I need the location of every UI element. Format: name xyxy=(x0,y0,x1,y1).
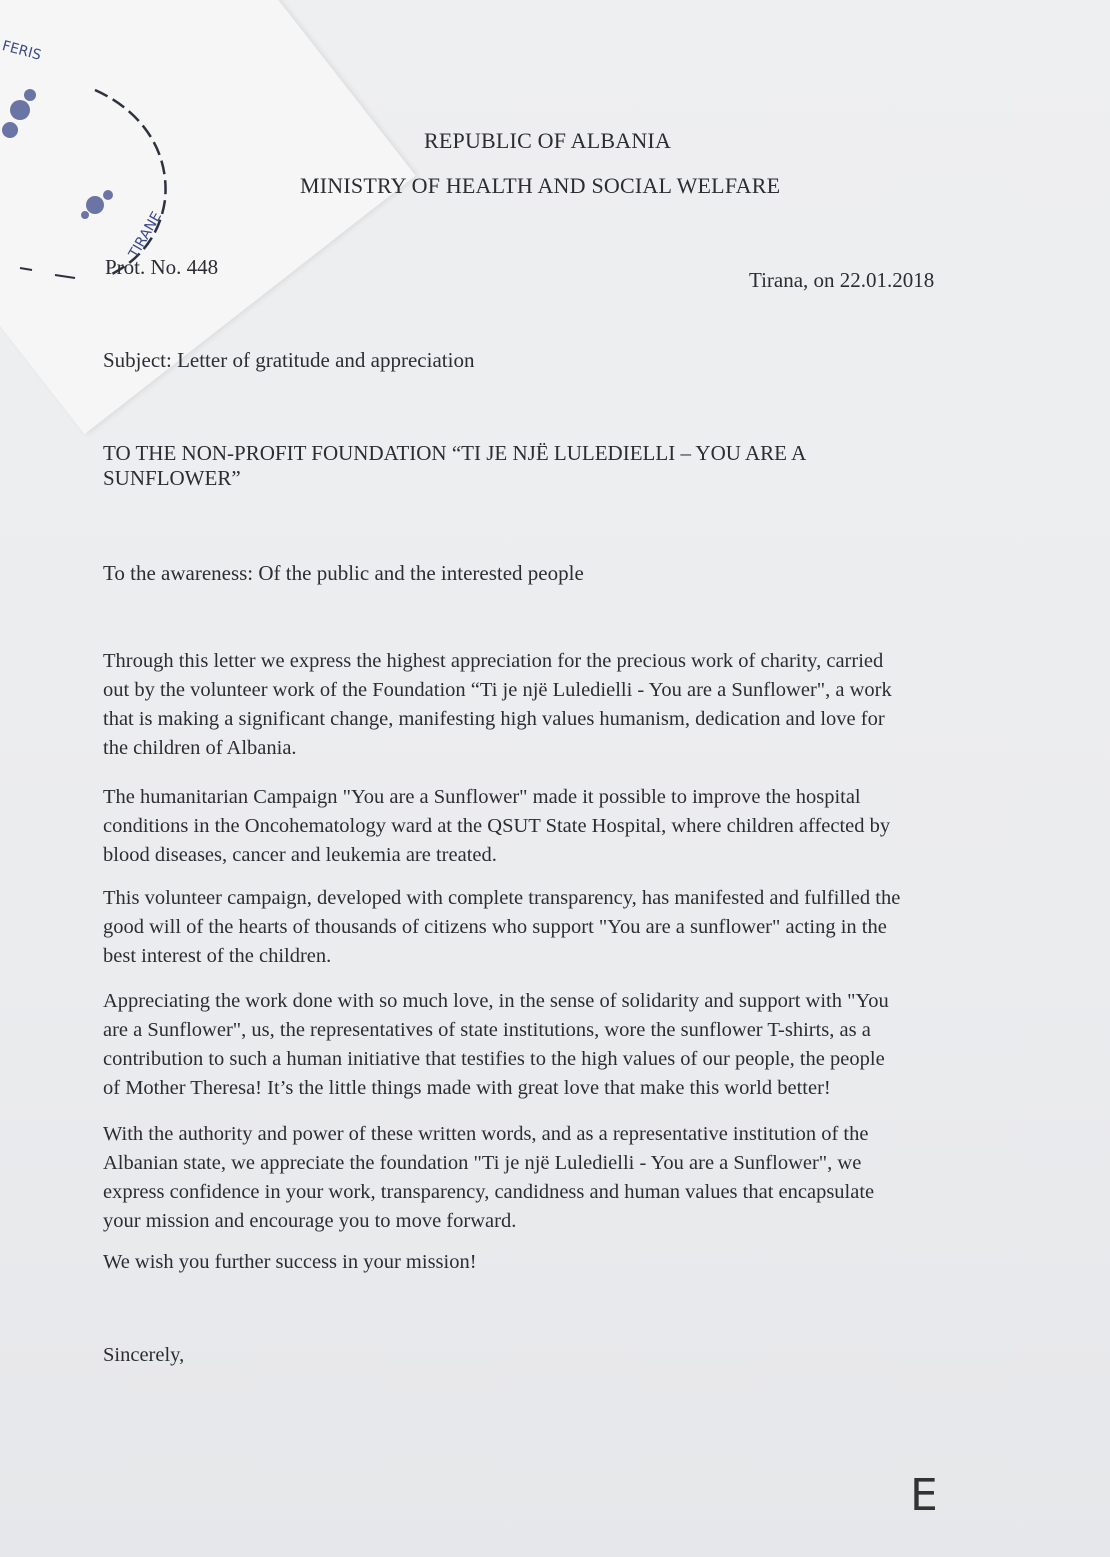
paragraph-line: This volunteer campaign, developed with complete transparency, has manifested and fulfilled the xyxy=(103,887,901,909)
paragraph-line: out by the volunteer work of the Foundation “Ti je një Luledielli - You are a Sunflower", a work xyxy=(103,679,892,701)
paragraph-3 xyxy=(103,884,1003,971)
paragraph-1 xyxy=(103,647,1003,763)
paragraph-line: that is making a significant change, manifesting high values humanism, dedication and love for xyxy=(103,708,885,730)
addressee-line-1: TO THE NON-PROFIT FOUNDATION “TI JE NJË LULEDIELLI – YOU ARE A xyxy=(103,441,807,465)
paragraph-5 xyxy=(103,1120,1003,1236)
paragraph-line: The humanitarian Campaign "You are a Sunflower" made it possible to improve the hospital xyxy=(103,786,861,808)
stamp-city-text: TIRANE xyxy=(125,209,166,262)
paragraph-line: express confidence in your work, transparency, candidness and human values that encapsulate xyxy=(103,1181,875,1203)
paragraph-line: are a Sunflower", us, the representatives of state institutions, wore the sunflower T-shirts, as a xyxy=(103,1019,871,1041)
paragraph-line: Albanian state, we appreciate the foundation "Ti je një Luledielli - You are a Sunflower", we xyxy=(103,1152,862,1174)
paragraph-line: best interest of the children. xyxy=(103,945,332,967)
paragraph-line: blood diseases, cancer and leukemia are treated. xyxy=(103,844,497,866)
paragraph-line: Appreciating the work done with so much love, in the sense of solidarity and support with "You xyxy=(103,990,889,1012)
paragraph-line: the children of Albania. xyxy=(103,737,297,759)
paragraph-line: of Mother Theresa! It’s the little things made with great love that make this world better! xyxy=(103,1077,831,1099)
protocol-number: Prot. No. 448 xyxy=(105,255,219,279)
paragraph-line: good will of the hearts of thousands of citizens who support "You are a sunflower" acting in the xyxy=(103,916,887,938)
letter-date: Tirana, on 22.01.2018 xyxy=(749,268,935,292)
paragraph-line: your mission and encourage you to move forward. xyxy=(103,1210,517,1232)
awareness-line: To the awareness: Of the public and the interested people xyxy=(103,561,584,585)
paragraph-line: contribution to such a human initiative that testifies to the high values of our people, the people xyxy=(103,1048,885,1070)
handwritten-mark: E xyxy=(910,1470,938,1521)
paragraph-line: Through this letter we express the highest appreciation for the precious work of charity, carried xyxy=(103,650,884,672)
closing-wish: We wish you further success in your mission! xyxy=(103,1251,477,1273)
header-ministry: MINISTRY OF HEALTH AND SOCIAL WELFARE xyxy=(300,173,781,198)
stamp-top-text: FERIS xyxy=(0,38,43,64)
paragraph-line: conditions in the Oncohematology ward at the QSUT State Hospital, where children affected by xyxy=(103,815,891,837)
addressee-line-2: SUNFLOWER” xyxy=(103,466,241,490)
subject-line: Subject: Letter of gratitude and appreciation xyxy=(103,348,475,372)
paragraph-4 xyxy=(103,987,1003,1103)
header-republic: REPUBLIC OF ALBANIA xyxy=(424,128,672,153)
paragraph-2 xyxy=(103,783,1003,870)
sign-off: Sincerely, xyxy=(103,1344,185,1366)
paragraph-line: With the authority and power of these written words, and as a representative institution of the xyxy=(103,1123,869,1145)
